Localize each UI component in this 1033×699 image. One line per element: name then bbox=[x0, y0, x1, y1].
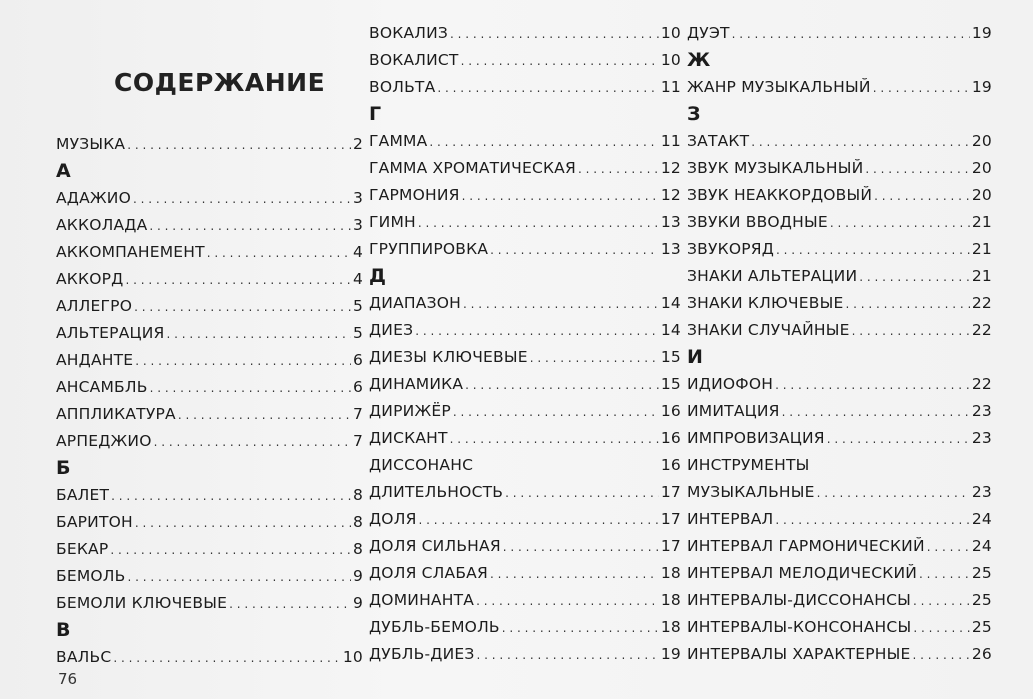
toc-entry-page: 23 bbox=[971, 429, 992, 447]
toc-entry-title: ВАЛЬС bbox=[56, 648, 112, 666]
toc-entry bbox=[369, 371, 681, 398]
toc-entry-page: 16 bbox=[660, 402, 681, 420]
toc-entry-page: 9 bbox=[352, 567, 363, 585]
toc-entry-page: 22 bbox=[971, 375, 992, 393]
toc-entry bbox=[369, 344, 681, 371]
toc-entry-title: ДУБЛЬ-БЕМОЛЬ bbox=[369, 618, 500, 636]
dot-leader bbox=[149, 213, 351, 240]
toc-column-1 bbox=[56, 131, 363, 671]
toc-entry bbox=[687, 641, 992, 668]
dot-leader bbox=[859, 264, 970, 291]
toc-entry-title: БАЛЕТ bbox=[56, 486, 110, 504]
section-letter bbox=[56, 455, 363, 482]
toc-entry-title: ЗНАКИ АЛЬТЕРАЦИИ bbox=[687, 267, 858, 285]
toc-entry-page: 15 bbox=[660, 375, 681, 393]
toc-entry-title: ИМПРОВИЗАЦИЯ bbox=[687, 429, 825, 447]
toc-entry bbox=[56, 590, 363, 617]
dot-leader bbox=[874, 183, 970, 210]
toc-entry-title: БЕМОЛЬ bbox=[56, 567, 126, 585]
section-letter-label: Г bbox=[369, 103, 382, 125]
toc-entry-page: 11 bbox=[660, 78, 681, 96]
toc-entry-title: АККОЛАДА bbox=[56, 216, 148, 234]
toc-entry-page: 15 bbox=[660, 348, 681, 366]
toc-entry-page: 24 bbox=[971, 510, 992, 528]
toc-entry bbox=[56, 266, 363, 293]
dot-leader bbox=[817, 480, 970, 507]
toc-entry-page: 2 bbox=[352, 135, 363, 153]
toc-entry-page: 20 bbox=[971, 132, 992, 150]
section-letter-label: Д bbox=[369, 265, 387, 287]
page-number: 76 bbox=[58, 670, 78, 688]
toc-entry-page: 9 bbox=[352, 594, 363, 612]
toc-entry bbox=[687, 425, 992, 452]
dot-leader bbox=[845, 291, 969, 318]
toc-entry-title: ДОЛЯ bbox=[369, 510, 417, 528]
toc-entry-page: 14 bbox=[660, 294, 681, 312]
toc-entry-title: ДИНАМИКА bbox=[369, 375, 464, 393]
toc-entry bbox=[56, 374, 363, 401]
dot-leader bbox=[113, 645, 341, 672]
toc-entry bbox=[687, 317, 992, 344]
toc-entry-page: 5 bbox=[352, 324, 363, 342]
dot-leader bbox=[207, 240, 351, 267]
toc-entry-title: ЗВУКОРЯД bbox=[687, 240, 775, 258]
toc-entry-title: АЛЛЕГРО bbox=[56, 297, 133, 315]
toc-entry-page: 6 bbox=[352, 378, 363, 396]
toc-entry-page: 3 bbox=[352, 216, 363, 234]
toc-entry bbox=[687, 587, 992, 614]
toc-entry-title: ЗВУК МУЗЫКАЛЬНЫЙ bbox=[687, 159, 864, 177]
toc-entry bbox=[56, 563, 363, 590]
toc-entry-page: 5 bbox=[352, 297, 363, 315]
dot-leader bbox=[927, 534, 970, 561]
toc-entry-page: 18 bbox=[660, 618, 681, 636]
dot-leader bbox=[134, 294, 351, 321]
toc-entry bbox=[369, 155, 681, 182]
toc-entry-page: 17 bbox=[660, 510, 681, 528]
toc-entry-page: 18 bbox=[660, 591, 681, 609]
toc-entry-page: 10 bbox=[660, 24, 681, 42]
toc-entry-title: АРПЕДЖИО bbox=[56, 432, 152, 450]
dot-leader bbox=[450, 426, 659, 453]
toc-entry-title: ВОКАЛИСТ bbox=[369, 51, 459, 69]
toc-entry-title: ИНТЕРВАЛ bbox=[687, 510, 774, 528]
dot-leader bbox=[913, 588, 970, 615]
section-letter bbox=[687, 47, 992, 74]
toc-entry-page: 19 bbox=[971, 24, 992, 42]
toc-entry-title: ЗВУКИ ВВОДНЫЕ bbox=[687, 213, 828, 231]
dot-leader bbox=[505, 480, 659, 507]
toc-entry-page: 23 bbox=[971, 483, 992, 501]
toc-entry-title: ГРУППИРОВКА bbox=[369, 240, 489, 258]
toc-entry-title: БЕКАР bbox=[56, 540, 109, 558]
toc-entry bbox=[687, 560, 992, 587]
section-letter bbox=[687, 344, 992, 371]
toc-entry-page: 4 bbox=[352, 243, 363, 261]
dot-leader bbox=[125, 267, 350, 294]
toc-entry bbox=[369, 317, 681, 344]
toc-entry-title: ВОКАЛИЗ bbox=[369, 24, 449, 42]
toc-entry bbox=[369, 452, 681, 479]
toc-entry-title: ДОЛЯ СЛАБАЯ bbox=[369, 564, 488, 582]
toc-entry-title: ДИЕЗ bbox=[369, 321, 414, 339]
toc-entry-title: ГАММА bbox=[369, 132, 428, 150]
toc-entry-title: ДОЛЯ СИЛЬНАЯ bbox=[369, 537, 501, 555]
toc-entry-title: ИНСТРУМЕНТЫ bbox=[687, 456, 810, 474]
dot-leader bbox=[782, 399, 970, 426]
toc-entry bbox=[687, 236, 992, 263]
toc-entry-title: АППЛИКАТУРА bbox=[56, 405, 176, 423]
toc-entry bbox=[56, 293, 363, 320]
toc-entry-page: 10 bbox=[342, 648, 363, 666]
toc-entry-title: ДЛИТЕЛЬНОСТЬ bbox=[369, 483, 504, 501]
dot-leader bbox=[490, 237, 659, 264]
dot-leader bbox=[919, 561, 970, 588]
toc-entry bbox=[369, 506, 681, 533]
toc-entry-title: АЛЬТЕРАЦИЯ bbox=[56, 324, 165, 342]
dot-leader bbox=[912, 642, 969, 669]
dot-leader bbox=[167, 321, 351, 348]
toc-entry bbox=[687, 20, 992, 47]
toc-entry-page: 20 bbox=[971, 159, 992, 177]
dot-leader bbox=[578, 156, 659, 183]
dot-leader bbox=[732, 21, 970, 48]
dot-leader bbox=[490, 561, 659, 588]
dot-leader bbox=[135, 348, 351, 375]
toc-entry-title: ЗНАКИ СЛУЧАЙНЫЕ bbox=[687, 321, 850, 339]
dot-leader bbox=[775, 507, 970, 534]
toc-entry-title: МУЗЫКАЛЬНЫЕ bbox=[687, 483, 815, 501]
toc-entry bbox=[369, 182, 681, 209]
dot-leader bbox=[462, 183, 659, 210]
toc-entry bbox=[687, 371, 992, 398]
toc-entry bbox=[369, 533, 681, 560]
toc-entry-title: АНСАМБЛЬ bbox=[56, 378, 148, 396]
dot-leader bbox=[415, 318, 659, 345]
toc-entry-page: 8 bbox=[352, 486, 363, 504]
page-title: СОДЕРЖАНИЕ bbox=[114, 68, 326, 97]
toc-entry bbox=[369, 641, 681, 668]
toc-entry bbox=[687, 614, 992, 641]
toc-entry bbox=[687, 533, 992, 560]
dot-leader bbox=[154, 429, 351, 456]
toc-entry-page: 7 bbox=[352, 405, 363, 423]
section-letter-label: Б bbox=[56, 457, 71, 479]
toc-entry bbox=[369, 209, 681, 236]
toc-entry-title: ДУБЛЬ-ДИЕЗ bbox=[369, 645, 475, 663]
dot-leader bbox=[453, 399, 659, 426]
toc-entry bbox=[56, 509, 363, 536]
dot-leader bbox=[437, 75, 658, 102]
toc-entry-title: БАРИТОН bbox=[56, 513, 133, 531]
toc-entry-title: ДОМИНАНТА bbox=[369, 591, 475, 609]
toc-entry bbox=[56, 536, 363, 563]
dot-leader bbox=[110, 537, 351, 564]
dot-leader bbox=[865, 156, 969, 183]
toc-entry-page: 18 bbox=[660, 564, 681, 582]
toc-entry bbox=[369, 614, 681, 641]
section-letter bbox=[687, 101, 992, 128]
toc-entry-title: ДУЭТ bbox=[687, 24, 730, 42]
toc-entry-title: ГИМН bbox=[369, 213, 416, 231]
dot-leader bbox=[775, 372, 970, 399]
toc-entry bbox=[687, 506, 992, 533]
toc-entry bbox=[687, 290, 992, 317]
toc-entry-page: 8 bbox=[352, 513, 363, 531]
dot-leader bbox=[503, 534, 659, 561]
dot-leader bbox=[461, 48, 659, 75]
dot-leader bbox=[776, 237, 970, 264]
dot-leader bbox=[873, 75, 970, 102]
toc-entry-page: 25 bbox=[971, 591, 992, 609]
section-letter bbox=[369, 263, 681, 290]
toc-entry-page: 17 bbox=[660, 483, 681, 501]
toc-entry-page: 25 bbox=[971, 618, 992, 636]
toc-entry-title: МУЗЫКА bbox=[56, 135, 126, 153]
dot-leader bbox=[429, 129, 658, 156]
toc-entry-title: ИНТЕРВАЛЫ-КОНСОНАНСЫ bbox=[687, 618, 912, 636]
dot-leader bbox=[229, 591, 351, 618]
toc-entry bbox=[369, 398, 681, 425]
toc-entry-page: 16 bbox=[660, 456, 681, 474]
dot-leader bbox=[502, 615, 659, 642]
section-letter-label: А bbox=[56, 160, 71, 182]
toc-entry-title: АККОМПАНЕМЕНТ bbox=[56, 243, 205, 261]
toc-entry-title: ДИССОНАНС bbox=[369, 456, 474, 474]
toc-entry-page: 21 bbox=[971, 213, 992, 231]
dot-leader bbox=[465, 372, 659, 399]
toc-entry-title: ИМИТАЦИЯ bbox=[687, 402, 780, 420]
toc-entry bbox=[687, 182, 992, 209]
toc-entry bbox=[687, 155, 992, 182]
toc-entry bbox=[369, 290, 681, 317]
toc-entry-title: ГАММА ХРОМАТИЧЕСКАЯ bbox=[369, 159, 576, 177]
dot-leader bbox=[476, 588, 659, 615]
toc-entry bbox=[56, 644, 363, 671]
toc-entry-page: 20 bbox=[971, 186, 992, 204]
toc-entry bbox=[687, 263, 992, 290]
toc-entry-page: 17 bbox=[660, 537, 681, 555]
section-letter bbox=[56, 158, 363, 185]
toc-entry bbox=[56, 401, 363, 428]
toc-column-2 bbox=[369, 20, 681, 668]
toc-entry-page: 10 bbox=[660, 51, 681, 69]
toc-entry bbox=[56, 131, 363, 158]
toc-entry-page: 11 bbox=[660, 132, 681, 150]
toc-entry bbox=[369, 587, 681, 614]
dot-leader bbox=[418, 210, 659, 237]
toc-entry bbox=[687, 479, 992, 506]
toc-entry-title: ИНТЕРВАЛЫ ХАРАКТЕРНЫЕ bbox=[687, 645, 911, 663]
dot-leader bbox=[463, 291, 659, 318]
toc-entry bbox=[369, 236, 681, 263]
toc-entry-page: 14 bbox=[660, 321, 681, 339]
section-letter-label: В bbox=[56, 619, 71, 641]
toc-entry-title: ИНТЕРВАЛЫ-ДИССОНАНСЫ bbox=[687, 591, 911, 609]
toc-entry bbox=[687, 209, 992, 236]
toc-entry bbox=[687, 128, 992, 155]
section-letter-label: З bbox=[687, 103, 701, 125]
toc-entry-title: ЗАТАКТ bbox=[687, 132, 750, 150]
toc-entry bbox=[56, 212, 363, 239]
toc-entry bbox=[56, 347, 363, 374]
toc-entry-page: 13 bbox=[660, 240, 681, 258]
toc-entry-page: 21 bbox=[971, 267, 992, 285]
dot-leader bbox=[751, 129, 970, 156]
toc-entry bbox=[687, 452, 992, 479]
toc-entry bbox=[56, 239, 363, 266]
toc-entry bbox=[369, 20, 681, 47]
toc-entry-page: 16 bbox=[660, 429, 681, 447]
dot-leader bbox=[111, 483, 351, 510]
toc-entry-title: ВОЛЬТА bbox=[369, 78, 436, 96]
section-letter bbox=[369, 101, 681, 128]
toc-entry-page: 19 bbox=[971, 78, 992, 96]
toc-entry-title: ЗВУК НЕАККОРДОВЫЙ bbox=[687, 186, 873, 204]
dot-leader bbox=[450, 21, 659, 48]
toc-entry-title: ИНТЕРВАЛ МЕЛОДИЧЕСКИЙ bbox=[687, 564, 918, 582]
toc-entry bbox=[687, 74, 992, 101]
dot-leader bbox=[913, 615, 970, 642]
toc-entry-title: ИДИОФОН bbox=[687, 375, 774, 393]
toc-entry-title: ЖАНР МУЗЫКАЛЬНЫЙ bbox=[687, 78, 871, 96]
dot-leader bbox=[852, 318, 970, 345]
section-letter bbox=[56, 617, 363, 644]
dot-leader bbox=[150, 375, 351, 402]
toc-entry bbox=[369, 128, 681, 155]
dot-leader bbox=[128, 564, 351, 591]
toc-entry bbox=[56, 185, 363, 212]
toc-entry bbox=[687, 398, 992, 425]
toc-entry bbox=[369, 74, 681, 101]
toc-entry bbox=[56, 320, 363, 347]
toc-entry-page: 24 bbox=[971, 537, 992, 555]
dot-leader bbox=[135, 510, 351, 537]
dot-leader bbox=[830, 210, 970, 237]
dot-leader bbox=[178, 402, 351, 429]
toc-entry-title: ЗНАКИ КЛЮЧЕВЫЕ bbox=[687, 294, 844, 312]
toc-entry bbox=[369, 425, 681, 452]
toc-entry bbox=[369, 47, 681, 74]
toc-entry-page: 6 bbox=[352, 351, 363, 369]
toc-entry-page: 25 bbox=[971, 564, 992, 582]
dot-leader bbox=[419, 507, 659, 534]
dot-leader bbox=[133, 186, 351, 213]
toc-entry-page: 13 bbox=[660, 213, 681, 231]
dot-leader bbox=[530, 345, 659, 372]
section-letter-label: И bbox=[687, 346, 704, 368]
toc-entry-page: 3 bbox=[352, 189, 363, 207]
toc-entry-page: 7 bbox=[352, 432, 363, 450]
toc-entry-page: 4 bbox=[352, 270, 363, 288]
toc-entry bbox=[56, 482, 363, 509]
toc-entry-title: ДИЕЗЫ КЛЮЧЕВЫЕ bbox=[369, 348, 528, 366]
toc-entry bbox=[369, 560, 681, 587]
toc-column-3 bbox=[687, 20, 992, 668]
toc-entry-title: ДИРИЖЁР bbox=[369, 402, 451, 420]
toc-entry-title: ИНТЕРВАЛ ГАРМОНИЧЕСКИЙ bbox=[687, 537, 925, 555]
toc-entry bbox=[369, 479, 681, 506]
section-letter-label: Ж bbox=[687, 49, 711, 71]
toc-entry-page: 22 bbox=[971, 294, 992, 312]
toc-entry-title: ДИАПАЗОН bbox=[369, 294, 461, 312]
dot-leader bbox=[477, 642, 659, 669]
toc-entry-page: 8 bbox=[352, 540, 363, 558]
dot-leader bbox=[127, 132, 351, 159]
toc-entry-page: 12 bbox=[660, 159, 681, 177]
toc-entry-title: ДИСКАНТ bbox=[369, 429, 448, 447]
toc-entry-title: БЕМОЛИ КЛЮЧЕВЫЕ bbox=[56, 594, 228, 612]
toc-entry-page: 19 bbox=[660, 645, 681, 663]
dot-leader bbox=[827, 426, 970, 453]
toc-entry-title: ГАРМОНИЯ bbox=[369, 186, 460, 204]
toc-entry bbox=[56, 428, 363, 455]
toc-entry-title: АККОРД bbox=[56, 270, 124, 288]
toc-entry-page: 23 bbox=[971, 402, 992, 420]
toc-entry-title: АНДАНТЕ bbox=[56, 351, 134, 369]
toc-entry-page: 26 bbox=[971, 645, 992, 663]
toc-entry-page: 21 bbox=[971, 240, 992, 258]
toc-entry-page: 12 bbox=[660, 186, 681, 204]
toc-entry-title: АДАЖИО bbox=[56, 189, 132, 207]
toc-entry-page: 22 bbox=[971, 321, 992, 339]
